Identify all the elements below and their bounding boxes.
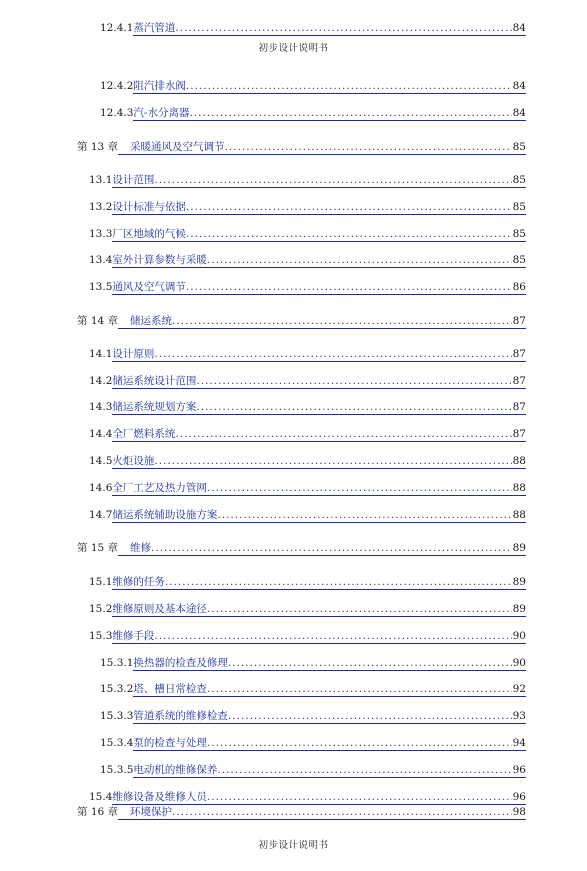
toc-entry-title: 蒸汽管道	[133, 22, 176, 34]
toc-entry-15-3-4[interactable]	[0, 736, 526, 750]
toc-entry-page: 93	[512, 710, 526, 722]
toc-entry-number: 15.3	[89, 630, 113, 642]
toc-chapter-title: 采暖通风及空气调节	[118, 140, 225, 155]
toc-entry-page: 88	[512, 509, 526, 521]
running-footer: 初步设计说明书	[258, 840, 329, 851]
toc-entry-link[interactable]	[133, 763, 511, 778]
toc-entry-title: 储运系统辅助设施方案	[112, 509, 218, 521]
toc-entry-title: 厂区地域的气候	[112, 228, 186, 240]
toc-entry-title: 维修手段	[112, 630, 155, 642]
dot-leader	[186, 79, 512, 94]
toc-entry-page: 90	[512, 630, 526, 642]
toc-entry-title: 泵的检查与处理	[133, 737, 207, 749]
dot-leader	[151, 541, 512, 556]
toc-chapter-16[interactable]	[0, 805, 526, 819]
toc-entry-title: 全厂燃料系统	[112, 428, 176, 440]
toc-entry-page: 85	[512, 174, 526, 186]
dot-leader	[207, 736, 512, 751]
toc-entry-page: 89	[512, 542, 526, 554]
toc-entry-page: 84	[512, 22, 526, 34]
toc-entry-number: 13.4	[89, 254, 113, 266]
toc-entry-title: 储运系统规划方案	[112, 401, 197, 413]
toc-entry-link[interactable]	[112, 427, 511, 442]
toc-entry-page: 87	[512, 428, 526, 440]
toc-entry-number: 14.1	[89, 348, 113, 360]
toc-entry-link[interactable]	[112, 347, 511, 362]
toc-entry-15-3-1[interactable]	[0, 656, 526, 670]
toc-chapter-15[interactable]	[0, 541, 526, 555]
toc-entry-link[interactable]	[118, 140, 512, 155]
toc-entry-12-4-2[interactable]	[0, 79, 526, 93]
toc-entry-link[interactable]	[112, 400, 511, 415]
toc-entry-title: 储运系统设计范围	[112, 375, 197, 387]
toc-chapter-number: 第 16 章	[77, 806, 119, 818]
toc-entry-link[interactable]	[112, 227, 511, 242]
toc-entry-page: 88	[512, 455, 526, 467]
toc-entry-page: 89	[512, 603, 526, 615]
toc-entry-link[interactable]	[112, 374, 511, 389]
toc-entry-15-3-2[interactable]	[0, 682, 526, 696]
toc-entry-page: 87	[512, 348, 526, 360]
toc-entry-page: 87	[512, 375, 526, 387]
toc-entry-title: 电动机的维修保养	[133, 764, 218, 776]
toc-chapter-title: 环境保护	[118, 805, 172, 820]
dot-leader	[207, 790, 512, 805]
toc-entry-title: 管道系统的维修检查	[133, 710, 228, 722]
toc-entry-number: 13.3	[89, 228, 113, 240]
toc-entry-link[interactable]	[133, 656, 511, 671]
toc-entry-page: 84	[512, 80, 526, 92]
dot-leader	[196, 374, 511, 389]
toc-entry-page: 94	[512, 737, 526, 749]
toc-entry-number: 14.4	[89, 428, 113, 440]
toc-entry-link[interactable]	[112, 200, 511, 215]
dot-leader	[186, 227, 512, 242]
toc-entry-13-3[interactable]	[0, 227, 526, 241]
toc-entry-14-5[interactable]	[0, 454, 526, 468]
toc-entry-link[interactable]	[112, 629, 511, 644]
toc-entry-link[interactable]	[112, 253, 511, 268]
toc-entry-14-7[interactable]	[0, 508, 526, 522]
toc-entry-link[interactable]	[118, 314, 512, 329]
toc-entry-link[interactable]	[112, 454, 511, 469]
toc-entry-15-4[interactable]	[0, 790, 526, 804]
toc-entry-page: 89	[512, 576, 526, 588]
toc-entry-title: 汽-水分离器	[133, 107, 190, 119]
toc-entry-15-1[interactable]	[0, 575, 526, 589]
toc-entry-number: 13.1	[89, 174, 113, 186]
dot-leader	[207, 481, 512, 496]
toc-entry-page: 96	[512, 791, 526, 803]
toc-entry-number: 14.2	[89, 375, 113, 387]
toc-entry-number: 12.4.3	[100, 107, 134, 119]
toc-entry-13-2[interactable]	[0, 200, 526, 214]
toc-entry-number: 15.3.2	[100, 683, 134, 695]
toc-entry-number: 14.5	[89, 455, 113, 467]
dot-leader	[196, 400, 511, 415]
toc-entry-number: 15.3.5	[100, 764, 134, 776]
toc-entry-page: 87	[512, 315, 526, 327]
toc-entry-title: 阻汽排水阀	[133, 80, 186, 92]
toc-entry-title: 维修设备及维修人员	[112, 791, 207, 803]
dot-leader	[172, 314, 512, 329]
toc-entry-page: 88	[512, 482, 526, 494]
dot-leader	[228, 656, 512, 671]
toc-entry-number: 15.3.3	[100, 710, 134, 722]
dot-leader	[189, 106, 511, 121]
toc-chapter-14[interactable]	[0, 314, 526, 328]
toc-entry-link[interactable]	[118, 541, 512, 556]
toc-entry-link[interactable]	[112, 575, 511, 590]
toc-chapter-title: 储运系统	[118, 314, 172, 329]
toc-entry-link[interactable]	[133, 21, 511, 36]
dot-leader	[154, 173, 511, 188]
dot-leader	[225, 140, 512, 155]
toc-entry-title: 室外计算参数与采暖	[112, 254, 207, 266]
dot-leader	[228, 709, 512, 724]
toc-entry-14-2[interactable]	[0, 374, 526, 388]
toc-entry-link[interactable]	[133, 736, 511, 751]
dot-leader	[175, 427, 511, 442]
toc-entry-number: 15.1	[89, 576, 113, 588]
dot-leader	[207, 602, 512, 617]
dot-leader	[154, 347, 511, 362]
toc-entry-15-3-3[interactable]	[0, 709, 526, 723]
toc-entry-title: 塔、槽日常检查	[133, 683, 207, 695]
toc-entry-number: 12.4.1	[100, 22, 134, 34]
toc-entry-link[interactable]	[112, 790, 511, 805]
toc-entry-page: 98	[512, 806, 526, 818]
toc-entry-number: 15.2	[89, 603, 113, 615]
toc-entry-link[interactable]	[133, 682, 511, 697]
toc-entry-link[interactable]	[133, 79, 511, 94]
toc-entry-page: 90	[512, 657, 526, 669]
toc-entry-13-4[interactable]	[0, 253, 526, 267]
toc-entry-number: 14.6	[89, 482, 113, 494]
toc-chapter-13[interactable]	[0, 140, 526, 154]
toc-entry-14-1[interactable]	[0, 347, 526, 361]
toc-entry-page: 96	[512, 764, 526, 776]
toc-entry-link[interactable]	[133, 709, 511, 724]
toc-entry-13-5[interactable]	[0, 280, 526, 294]
toc-entry-number: 13.5	[89, 281, 113, 293]
dot-leader	[175, 21, 511, 36]
toc-entry-page: 85	[512, 254, 526, 266]
toc-entry-link[interactable]	[118, 805, 512, 820]
toc-chapter-number: 第 13 章	[77, 141, 119, 153]
toc-entry-link[interactable]	[112, 280, 511, 295]
dot-leader	[217, 508, 511, 523]
toc-entry-title: 全厂工艺及热力管网	[112, 482, 207, 494]
toc-entry-12-4-3[interactable]	[0, 106, 526, 120]
toc-entry-page: 84	[512, 107, 526, 119]
dot-leader	[207, 253, 512, 268]
toc-entry-title: 火炬设施	[112, 455, 155, 467]
toc-entry-page: 92	[512, 683, 526, 695]
toc-entry-page: 86	[512, 281, 526, 293]
toc-entry-title: 换热器的检查及修理	[133, 657, 228, 669]
toc-entry-title: 设计范围	[112, 174, 155, 186]
toc-entry-title: 通风及空气调节	[112, 281, 186, 293]
toc-entry-link[interactable]	[112, 508, 511, 523]
toc-entry-14-6[interactable]	[0, 481, 526, 495]
toc-entry-12-4-1[interactable]	[0, 21, 526, 35]
dot-leader	[207, 682, 512, 697]
toc-entry-number: 14.3	[89, 401, 113, 413]
toc-entry-link[interactable]	[112, 481, 511, 496]
dot-leader	[186, 280, 512, 295]
dot-leader	[154, 454, 511, 469]
toc-chapter-number: 第 14 章	[77, 315, 119, 327]
toc-chapter-title: 维修	[118, 541, 151, 556]
toc-entry-title: 维修原则及基本途径	[112, 603, 207, 615]
toc-entry-title: 设计原则	[112, 348, 155, 360]
dot-leader	[186, 200, 512, 215]
running-header: 初步设计说明书	[258, 43, 329, 54]
toc-entry-link[interactable]	[112, 602, 511, 617]
toc-entry-title: 维修的任务	[112, 576, 165, 588]
toc-entry-15-3[interactable]	[0, 629, 526, 643]
toc-entry-link[interactable]	[133, 106, 511, 121]
toc-chapter-number: 第 15 章	[77, 542, 119, 554]
dot-leader	[154, 629, 511, 644]
toc-entry-14-4[interactable]	[0, 427, 526, 441]
toc-entry-page: 85	[512, 141, 526, 153]
toc-entry-page: 85	[512, 201, 526, 213]
toc-entry-number: 15.3.1	[100, 657, 134, 669]
toc-entry-14-3[interactable]	[0, 400, 526, 414]
toc-entry-link[interactable]	[112, 173, 511, 188]
dot-leader	[172, 805, 512, 820]
toc-entry-number: 15.3.4	[100, 737, 134, 749]
toc-entry-15-2[interactable]	[0, 602, 526, 616]
toc-entry-number: 14.7	[89, 509, 113, 521]
toc-entry-13-1[interactable]	[0, 173, 526, 187]
toc-entry-page: 85	[512, 228, 526, 240]
toc-entry-number: 13.2	[89, 201, 113, 213]
toc-entry-title: 设计标准与依据	[112, 201, 186, 213]
toc-entry-number: 15.4	[89, 791, 113, 803]
toc-entry-15-3-5[interactable]	[0, 763, 526, 777]
dot-leader	[217, 763, 511, 778]
toc-entry-number: 12.4.2	[100, 80, 134, 92]
dot-leader	[165, 575, 512, 590]
toc-entry-page: 87	[512, 401, 526, 413]
